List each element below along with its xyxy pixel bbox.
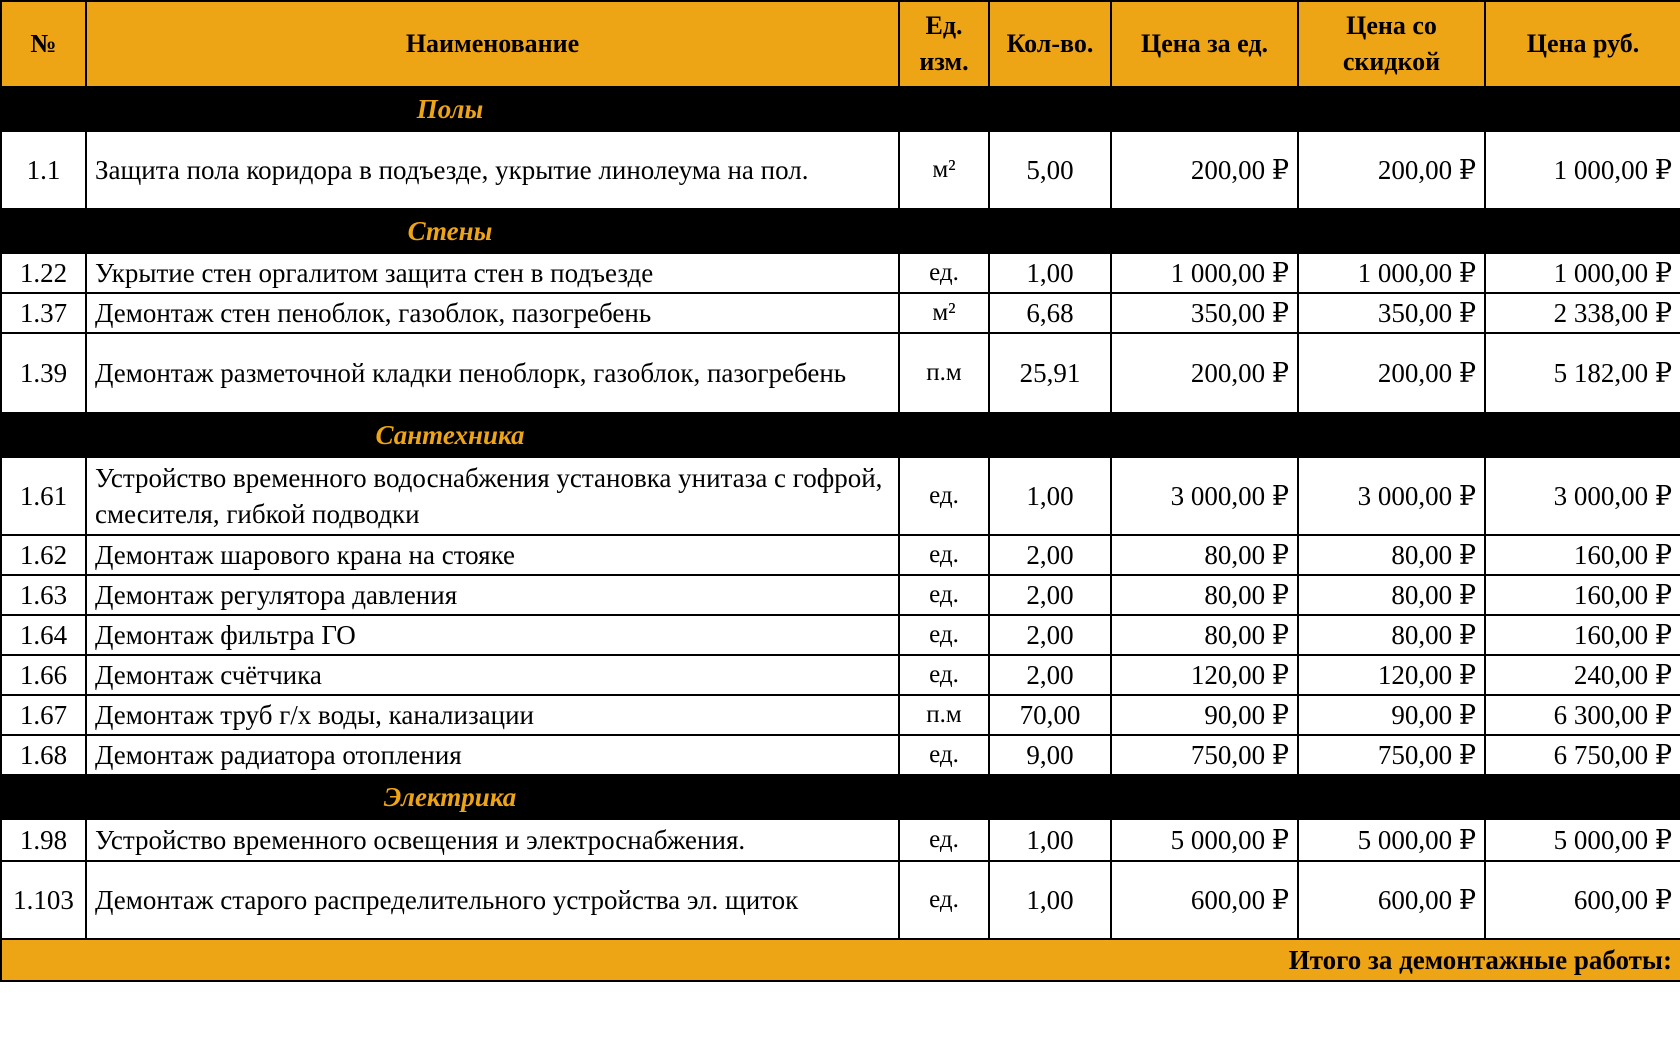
row-unit: м² bbox=[899, 293, 989, 333]
row-qty: 1,00 bbox=[989, 457, 1111, 535]
table-row bbox=[1, 655, 1680, 695]
row-price: 1 000,00 ₽ bbox=[1111, 253, 1298, 293]
row-total-price: 160,00 ₽ bbox=[1485, 575, 1680, 615]
row-unit: ед. bbox=[899, 457, 989, 535]
row-num: 1.39 bbox=[1, 333, 86, 413]
row-total-price: 240,00 ₽ bbox=[1485, 655, 1680, 695]
table-body bbox=[1, 87, 1680, 939]
row-qty: 1,00 bbox=[989, 819, 1111, 861]
section-row bbox=[1, 209, 1680, 253]
row-discount-price: 80,00 ₽ bbox=[1298, 535, 1485, 575]
row-total-price: 6 750,00 ₽ bbox=[1485, 735, 1680, 775]
row-total-price: 160,00 ₽ bbox=[1485, 535, 1680, 575]
table-row bbox=[1, 615, 1680, 655]
row-num: 1.63 bbox=[1, 575, 86, 615]
row-price: 5 000,00 ₽ bbox=[1111, 819, 1298, 861]
row-unit: ед. bbox=[899, 861, 989, 939]
row-num: 1.1 bbox=[1, 131, 86, 209]
section-title: Стены bbox=[1, 209, 899, 253]
table-row bbox=[1, 457, 1680, 535]
row-price: 600,00 ₽ bbox=[1111, 861, 1298, 939]
table-row bbox=[1, 735, 1680, 775]
row-discount-price: 90,00 ₽ bbox=[1298, 695, 1485, 735]
section-row bbox=[1, 775, 1680, 819]
row-num: 1.68 bbox=[1, 735, 86, 775]
row-total-price: 1 000,00 ₽ bbox=[1485, 253, 1680, 293]
row-qty: 25,91 bbox=[989, 333, 1111, 413]
row-unit: ед. bbox=[899, 253, 989, 293]
table-row bbox=[1, 333, 1680, 413]
row-discount-price: 5 000,00 ₽ bbox=[1298, 819, 1485, 861]
row-num: 1.67 bbox=[1, 695, 86, 735]
row-unit: п.м bbox=[899, 695, 989, 735]
row-discount-price: 3 000,00 ₽ bbox=[1298, 457, 1485, 535]
total-label: Итого за демонтажные работы: bbox=[1, 939, 1680, 981]
row-discount-price: 80,00 ₽ bbox=[1298, 575, 1485, 615]
row-price: 90,00 ₽ bbox=[1111, 695, 1298, 735]
row-total-price: 600,00 ₽ bbox=[1485, 861, 1680, 939]
row-num: 1.98 bbox=[1, 819, 86, 861]
row-name: Демонтаж регулятора давления bbox=[86, 575, 899, 615]
row-price: 3 000,00 ₽ bbox=[1111, 457, 1298, 535]
row-name: Демонтаж труб г/х воды, канализации bbox=[86, 695, 899, 735]
row-name: Демонтаж шарового крана на стояке bbox=[86, 535, 899, 575]
row-num: 1.62 bbox=[1, 535, 86, 575]
row-discount-price: 600,00 ₽ bbox=[1298, 861, 1485, 939]
column-header-total-price: Цена руб. bbox=[1485, 1, 1680, 87]
row-price: 80,00 ₽ bbox=[1111, 535, 1298, 575]
row-name: Демонтаж радиатора отопления bbox=[86, 735, 899, 775]
table-row bbox=[1, 695, 1680, 735]
row-total-price: 6 300,00 ₽ bbox=[1485, 695, 1680, 735]
section-filler bbox=[899, 775, 1680, 819]
section-title: Электрика bbox=[1, 775, 899, 819]
table-header-row bbox=[1, 1, 1680, 87]
row-qty: 5,00 bbox=[989, 131, 1111, 209]
table-row bbox=[1, 253, 1680, 293]
row-name: Укрытие стен оргалитом защита стен в подъезде bbox=[86, 253, 899, 293]
row-qty: 2,00 bbox=[989, 575, 1111, 615]
row-discount-price: 200,00 ₽ bbox=[1298, 131, 1485, 209]
table-row bbox=[1, 131, 1680, 209]
row-total-price: 2 338,00 ₽ bbox=[1485, 293, 1680, 333]
section-filler bbox=[899, 209, 1680, 253]
section-row bbox=[1, 87, 1680, 131]
row-discount-price: 80,00 ₽ bbox=[1298, 615, 1485, 655]
row-num: 1.103 bbox=[1, 861, 86, 939]
row-unit: м² bbox=[899, 131, 989, 209]
section-filler bbox=[899, 413, 1680, 457]
row-num: 1.22 bbox=[1, 253, 86, 293]
row-price: 200,00 ₽ bbox=[1111, 333, 1298, 413]
row-total-price: 3 000,00 ₽ bbox=[1485, 457, 1680, 535]
row-name: Демонтаж старого распределительного устройства эл. щиток bbox=[86, 861, 899, 939]
table-row bbox=[1, 575, 1680, 615]
row-name: Защита пола коридора в подъезде, укрытие линолеума на пол. bbox=[86, 131, 899, 209]
table-row bbox=[1, 861, 1680, 939]
row-discount-price: 350,00 ₽ bbox=[1298, 293, 1485, 333]
row-unit: ед. bbox=[899, 615, 989, 655]
row-name: Демонтаж разметочной кладки пеноблорк, газоблок, пазогребень bbox=[86, 333, 899, 413]
section-filler bbox=[899, 87, 1680, 131]
row-qty: 1,00 bbox=[989, 253, 1111, 293]
row-price: 80,00 ₽ bbox=[1111, 615, 1298, 655]
row-discount-price: 120,00 ₽ bbox=[1298, 655, 1485, 695]
row-num: 1.61 bbox=[1, 457, 86, 535]
row-qty: 6,68 bbox=[989, 293, 1111, 333]
row-unit: ед. bbox=[899, 655, 989, 695]
table-row bbox=[1, 293, 1680, 333]
row-price: 350,00 ₽ bbox=[1111, 293, 1298, 333]
row-unit: ед. bbox=[899, 575, 989, 615]
row-discount-price: 750,00 ₽ bbox=[1298, 735, 1485, 775]
row-qty: 1,00 bbox=[989, 861, 1111, 939]
table-row bbox=[1, 535, 1680, 575]
column-header-name: Наименование bbox=[86, 1, 899, 87]
row-price: 120,00 ₽ bbox=[1111, 655, 1298, 695]
row-num: 1.66 bbox=[1, 655, 86, 695]
table-row bbox=[1, 819, 1680, 861]
section-row bbox=[1, 413, 1680, 457]
column-header-price: Цена за ед. bbox=[1111, 1, 1298, 87]
row-unit: п.м bbox=[899, 333, 989, 413]
row-total-price: 5 182,00 ₽ bbox=[1485, 333, 1680, 413]
column-header-discount-price: Цена со скидкой bbox=[1298, 1, 1485, 87]
row-total-price: 1 000,00 ₽ bbox=[1485, 131, 1680, 209]
column-header-unit: Ед. изм. bbox=[899, 1, 989, 87]
total-row bbox=[1, 939, 1680, 981]
row-num: 1.37 bbox=[1, 293, 86, 333]
row-name: Демонтаж счётчика bbox=[86, 655, 899, 695]
row-price: 200,00 ₽ bbox=[1111, 131, 1298, 209]
row-qty: 2,00 bbox=[989, 535, 1111, 575]
row-discount-price: 1 000,00 ₽ bbox=[1298, 253, 1485, 293]
row-name: Устройство временного освещения и электроснабжения. bbox=[86, 819, 899, 861]
row-price: 80,00 ₽ bbox=[1111, 575, 1298, 615]
row-total-price: 5 000,00 ₽ bbox=[1485, 819, 1680, 861]
row-qty: 9,00 bbox=[989, 735, 1111, 775]
row-price: 750,00 ₽ bbox=[1111, 735, 1298, 775]
row-qty: 2,00 bbox=[989, 615, 1111, 655]
section-title: Сантехника bbox=[1, 413, 899, 457]
column-header-qty: Кол-во. bbox=[989, 1, 1111, 87]
row-qty: 2,00 bbox=[989, 655, 1111, 695]
row-unit: ед. bbox=[899, 819, 989, 861]
row-unit: ед. bbox=[899, 535, 989, 575]
column-header-num: № bbox=[1, 1, 86, 87]
row-name: Демонтаж фильтра ГО bbox=[86, 615, 899, 655]
section-title: Полы bbox=[1, 87, 899, 131]
row-total-price: 160,00 ₽ bbox=[1485, 615, 1680, 655]
row-qty: 70,00 bbox=[989, 695, 1111, 735]
row-name: Демонтаж стен пеноблок, газоблок, пазогребень bbox=[86, 293, 899, 333]
row-unit: ед. bbox=[899, 735, 989, 775]
row-discount-price: 200,00 ₽ bbox=[1298, 333, 1485, 413]
row-name: Устройство временного водоснабжения установка унитаза с гофрой, смесителя, гибкой подводки bbox=[86, 457, 899, 535]
row-num: 1.64 bbox=[1, 615, 86, 655]
